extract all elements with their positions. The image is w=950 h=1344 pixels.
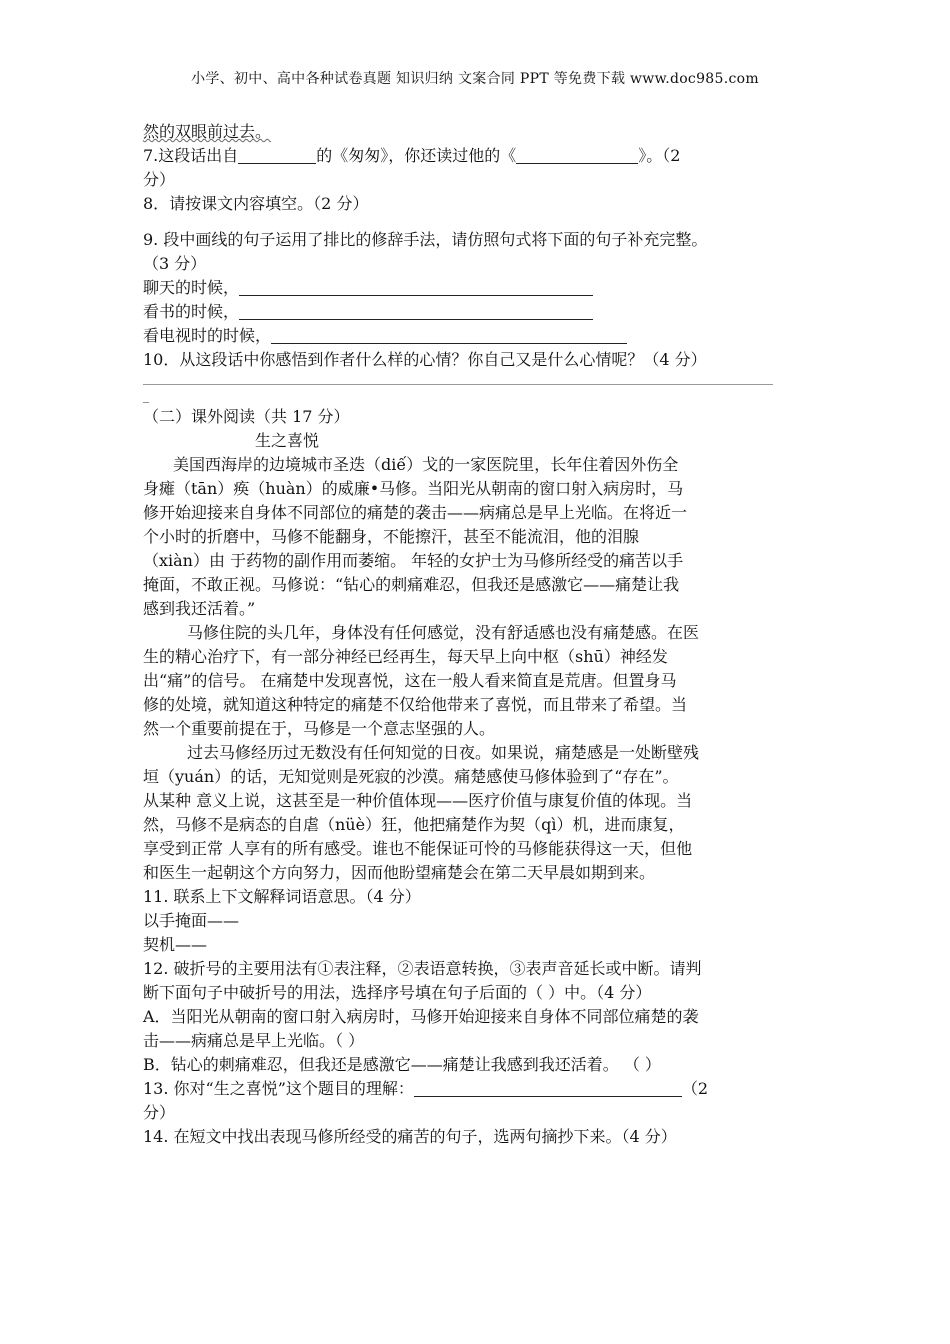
paragraph-line: 享受到正常 人享有的所有感受。谁也不能保证可怜的马修能获得这一天，但他: [143, 839, 693, 858]
question-9: 9. 段中画线的句子运用了排比的修辞手法，请仿照句式将下面的句子补充完整。: [143, 230, 708, 249]
q13-text: 13. 你对“生之喜悦”这个题目的理解：: [143, 1079, 414, 1098]
paragraph-line: 掩面，不敢正视。马修说：“钻心的刺痛难忍，但我还是感激它——痛楚让我: [143, 575, 680, 594]
paragraph-2: [143, 621, 808, 741]
wavy-underlined-text: 然的双眼前过去。: [143, 122, 272, 141]
q7-score: 分）: [143, 170, 176, 189]
fill-line: [143, 276, 808, 300]
paragraph-line: 和医生一起朝这个方向努力，因而他盼望痛楚会在第二天早晨如期到来。: [143, 863, 656, 882]
paragraph-line: 从某种 意义上说，这甚至是一种价值体现——医疗价值与康复价值的体现。当: [143, 791, 693, 810]
q12-option-a-cont: 击——病痛总是早上光临。（ ）: [143, 1031, 365, 1050]
q11-item: 以手掩面——: [143, 911, 240, 930]
paragraph-line: 美国西海岸的边境城市圣迭（diế）戈的一家医院里，长年住着因外伤全: [173, 455, 679, 474]
question-8: 8．请按课文内容填空。（2 分）: [143, 194, 369, 213]
paragraph-line: 身瘫（tān）痪（huàn）的威廉•马修。当阳光从朝南的窗口射入病房时，马: [143, 479, 684, 498]
q7-text-b: 的《匆匆》，你还读过他的《: [316, 146, 517, 165]
paragraph-line: 过去马修经历过无数没有任何知觉的日夜。如果说，痛楚感是一处断壁残: [187, 743, 700, 762]
question-14: 14. 在短文中找出表现马修所经受的痛苦的句子，选两句摘抄下来。（4 分）: [143, 1127, 677, 1146]
paragraph-line: 感到我还活着。”: [143, 599, 256, 618]
paragraph-line: （xiàn）由 于药物的副作用而萎缩。 年轻的女护士为马修所经受的痛苦以手: [143, 551, 684, 570]
q13-score-cont: 分）: [143, 1103, 176, 1122]
answer-blank[interactable]: [271, 327, 627, 344]
paragraph-line: 马修住院的头几年，身体没有任何感觉，没有舒适感也没有痛楚感。在医: [187, 623, 700, 642]
text-line: [143, 120, 808, 144]
dash-mark: _: [143, 389, 149, 403]
question-11: 11. 联系上下文解释词语意思。（4 分）: [143, 887, 421, 906]
answer-blank[interactable]: [516, 147, 638, 164]
paragraph-3: [143, 741, 808, 885]
paragraph-line: 个小时的折磨中，马修不能翻身，不能擦汗，甚至不能流泪，他的泪腺: [143, 527, 640, 546]
paragraph-line: 然一个重要前提在于，马修是一个意志坚强的人。: [143, 719, 496, 738]
question-12: 12. 破折号的主要用法有①表注释，②表语意转换，③表声音延长或中断。请判: [143, 959, 702, 978]
paragraph-line: 然，马修不是病态的自虐（nüè）狂，他把痛楚作为契（qì）机，进而康复，: [143, 815, 685, 834]
q12-option-a: A．当阳光从朝南的窗口射入病房时，马修开始迎接来自身体不同部位痛楚的袭: [143, 1007, 699, 1026]
question-7: [143, 144, 808, 168]
answer-blank[interactable]: [239, 303, 593, 320]
fill-prompt: 聊天的时候，: [143, 278, 240, 297]
q7-text-a: 7.这段话出自: [143, 146, 239, 165]
paragraph-line: 修开始迎接来自身体不同部位的痛楚的袭击——病痛总是早上光临。在将近一: [143, 503, 688, 522]
paragraph-line: 垣（yuán）的话，无知觉则是死寂的沙漠。痛楚感使马修体验到了“存在”。: [143, 767, 679, 786]
paragraph-line: 修的处境，就知道这种特定的痛楚不仅给他带来了喜悦，而且带来了希望。当: [143, 695, 688, 714]
answer-line[interactable]: [143, 372, 773, 385]
document-body: [143, 120, 808, 1149]
fill-prompt: 看电视时的时候，: [143, 326, 272, 345]
question-10: 10．从这段话中你感悟到作者什么样的心情？你自己又是什么心情呢？（4 分）: [143, 350, 707, 369]
paragraph-line: 生的精心治疗下，有一部分神经已经再生，每天早上向中枢（shū）神经发: [143, 647, 668, 666]
answer-blank[interactable]: [414, 1080, 682, 1097]
passage-title: 生之喜悦: [255, 431, 320, 450]
q13-score: （2: [681, 1079, 709, 1098]
q11-item: 契机——: [143, 935, 208, 954]
fill-line: [143, 300, 808, 324]
fill-line: [143, 324, 808, 348]
paragraph-1: [143, 453, 808, 621]
page-header: 小学、初中、高中各种试卷真题 知识归纳 文案合同 PPT 等免费下载 www.doc985.com: [191, 71, 759, 87]
question-12-cont: 断下面句子中破折号的用法，选择序号填在句子后面的（ ）中。（4 分）: [143, 983, 652, 1002]
section-heading: （二）课外阅读（共 17 分）: [143, 407, 350, 426]
q12-option-b: B．钻心的刺痛难忍，但我还是感激它——痛楚让我感到我还活着。 （ ）: [143, 1055, 661, 1074]
question-13: [143, 1077, 808, 1101]
q7-text-c: 》。（2: [638, 146, 681, 165]
answer-blank[interactable]: [238, 147, 316, 164]
paragraph-line: 出“痛”的信号。 在痛楚中发现喜悦，这在一般人看来简直是荒唐。但置身马: [143, 671, 677, 690]
answer-blank[interactable]: [239, 279, 593, 296]
fill-prompt: 看书的时候，: [143, 302, 240, 321]
q9-score: （3 分）: [143, 254, 207, 273]
